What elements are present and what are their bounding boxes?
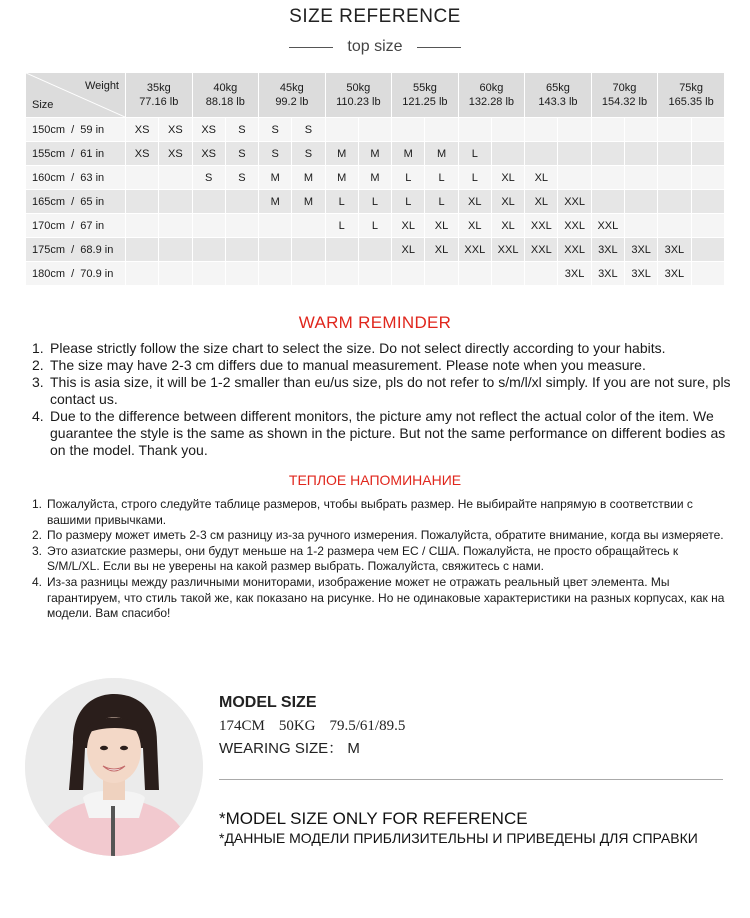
list-number: 1. bbox=[32, 497, 43, 511]
size-cell bbox=[126, 166, 159, 190]
model-measurements: 79.5/61/89.5 bbox=[329, 718, 406, 734]
size-cell bbox=[691, 142, 724, 166]
corner-size-label: Size bbox=[32, 99, 54, 111]
size-cell: S bbox=[259, 142, 292, 166]
size-cell bbox=[624, 166, 657, 190]
size-cell bbox=[658, 214, 691, 238]
size-cell bbox=[624, 214, 657, 238]
size-cell: XL bbox=[392, 238, 425, 262]
size-cell: XL bbox=[425, 214, 458, 238]
size-cell: L bbox=[325, 214, 358, 238]
size-cell bbox=[624, 118, 657, 142]
weight-kg: 60kg bbox=[479, 82, 504, 94]
size-cell bbox=[591, 142, 624, 166]
height-label: 150cm / 59 in bbox=[26, 118, 126, 142]
weight-lb: 88.18 lb bbox=[205, 96, 245, 108]
size-cell bbox=[159, 238, 192, 262]
height-label: 160cm / 63 in bbox=[26, 166, 126, 190]
size-cell: XL bbox=[458, 214, 491, 238]
model-photo bbox=[25, 678, 203, 856]
weight-header-cell bbox=[658, 73, 725, 118]
size-cell: XXL bbox=[458, 238, 491, 262]
weight-lb: 77.16 lb bbox=[139, 96, 179, 108]
list-number: 4. bbox=[32, 408, 44, 424]
size-cell bbox=[658, 118, 691, 142]
size-cell: S bbox=[225, 142, 258, 166]
size-cell bbox=[691, 214, 724, 238]
size-cell: S bbox=[225, 166, 258, 190]
size-cell: XXL bbox=[591, 214, 624, 238]
weight-lb: 154.32 lb bbox=[601, 96, 648, 108]
size-cell: S bbox=[192, 166, 225, 190]
size-cell bbox=[624, 142, 657, 166]
size-cell: 3XL bbox=[558, 262, 591, 286]
table-row bbox=[26, 214, 725, 238]
size-cell bbox=[491, 262, 524, 286]
size-cell bbox=[691, 238, 724, 262]
subtitle-row bbox=[0, 36, 750, 58]
list-text: По размеру может иметь 2-3 см разницу из-за ручного измерения. Пожалуйста, обратите внимание, когда вы измеряете. bbox=[47, 528, 724, 543]
list-text: Из-за разницы между различными мониторами, изображение может не отражать реальный цвет элемента. Мы гарантируем, что стиль такой же, как показано на рисунке. Но не одинаковые характеристики на разных корпусах, как на модели. Вам спасибо! bbox=[47, 574, 725, 621]
ru-reminder-title: ТЕПЛОЕ НАПОМИНАНИЕ bbox=[288, 472, 462, 488]
size-cell: XXL bbox=[558, 238, 591, 262]
size-cell bbox=[358, 262, 391, 286]
weight-kg: 35kg bbox=[146, 82, 171, 94]
size-cell: XXL bbox=[525, 238, 558, 262]
size-cell bbox=[658, 190, 691, 214]
model-height: 174CM bbox=[219, 718, 265, 734]
weight-lb: 143.3 lb bbox=[538, 96, 578, 108]
size-cell: XS bbox=[126, 118, 159, 142]
size-cell bbox=[658, 142, 691, 166]
weight-kg: 70kg bbox=[612, 82, 637, 94]
size-cell bbox=[159, 166, 192, 190]
size-cell bbox=[491, 118, 524, 142]
size-cell: L bbox=[358, 190, 391, 214]
size-cell bbox=[658, 166, 691, 190]
size-chart-table bbox=[25, 72, 725, 286]
model-weight: 50KG bbox=[278, 718, 316, 734]
reference-note-ru: *ДАННЫЕ МОДЕЛИ ПРИБЛИЗИТЕЛЬНЫ И ПРИВЕДЕНЫ ДЛЯ СПРАВКИ bbox=[219, 830, 698, 846]
weight-kg: 45kg bbox=[279, 82, 304, 94]
size-cell: L bbox=[425, 166, 458, 190]
size-cell: XXL bbox=[525, 214, 558, 238]
list-number: 2. bbox=[32, 528, 43, 543]
size-cell: XL bbox=[392, 214, 425, 238]
size-cell bbox=[225, 214, 258, 238]
size-cell bbox=[491, 142, 524, 166]
model-size-heading: MODEL SIZE bbox=[219, 694, 317, 711]
size-cell bbox=[292, 238, 325, 262]
weight-header-cell bbox=[458, 73, 525, 118]
page-title: SIZE REFERENCE bbox=[289, 6, 461, 27]
weight-kg: 40kg bbox=[213, 82, 238, 94]
model-stats bbox=[219, 718, 419, 735]
subtitle: top size bbox=[347, 38, 403, 55]
size-cell: XL bbox=[491, 190, 524, 214]
weight-lb: 99.2 lb bbox=[275, 96, 309, 108]
size-cell bbox=[358, 118, 391, 142]
divider-right bbox=[417, 47, 461, 48]
size-cell: L bbox=[392, 190, 425, 214]
size-cell bbox=[691, 190, 724, 214]
size-cell bbox=[259, 262, 292, 286]
size-cell bbox=[392, 118, 425, 142]
height-label: 175cm / 68.9 in bbox=[26, 238, 126, 262]
size-cell bbox=[392, 262, 425, 286]
size-cell bbox=[325, 118, 358, 142]
weight-kg: 75kg bbox=[679, 82, 704, 94]
size-cell bbox=[425, 262, 458, 286]
size-cell: XS bbox=[159, 142, 192, 166]
size-cell bbox=[691, 262, 724, 286]
list-number: 2. bbox=[32, 357, 44, 373]
size-cell bbox=[591, 118, 624, 142]
ru-reminder-list bbox=[32, 497, 732, 622]
size-cell bbox=[325, 262, 358, 286]
weight-lb: 121.25 lb bbox=[402, 96, 448, 108]
list-number: 4. bbox=[32, 574, 43, 589]
size-cell: XL bbox=[458, 190, 491, 214]
size-cell: S bbox=[292, 142, 325, 166]
size-cell bbox=[159, 262, 192, 286]
height-label: 180cm / 70.9 in bbox=[26, 262, 126, 286]
wearing-size: WEARING SIZE： M bbox=[219, 740, 360, 757]
size-cell: XS bbox=[192, 142, 225, 166]
table-corner-cell bbox=[26, 73, 126, 118]
size-cell bbox=[425, 118, 458, 142]
size-cell: M bbox=[325, 142, 358, 166]
size-cell: M bbox=[292, 190, 325, 214]
size-cell: XL bbox=[525, 166, 558, 190]
weight-header-cell bbox=[525, 73, 592, 118]
size-cell: M bbox=[325, 166, 358, 190]
size-cell: XXL bbox=[558, 214, 591, 238]
size-cell bbox=[458, 262, 491, 286]
weight-header-cell bbox=[392, 73, 459, 118]
list-number: 1. bbox=[32, 340, 44, 356]
size-cell bbox=[558, 118, 591, 142]
list-text: Due to the difference between different monitors, the picture amy not reflect the actual color of the item. We guarantee the style is the same as shown in the picture. But not the same performance on different bodies as on the model. Thank you. bbox=[50, 408, 726, 458]
table-row bbox=[26, 190, 725, 214]
size-cell: 3XL bbox=[624, 262, 657, 286]
size-cell: S bbox=[292, 118, 325, 142]
size-cell bbox=[126, 262, 159, 286]
size-cell bbox=[126, 238, 159, 262]
size-cell bbox=[558, 166, 591, 190]
list-text: Это азиатские размеры, они будут меньше на 1-2 размера чем ЕС / США. Пожалуйста, не просто обращайтесь к S/M/L/XL. Если вы не уверены на какой размер выбрать. Пожалуйста, свяжитесь с нами. bbox=[47, 543, 679, 574]
weight-lb: 165.35 lb bbox=[668, 96, 714, 108]
size-cell: L bbox=[392, 166, 425, 190]
size-cell bbox=[358, 238, 391, 262]
corner-weight-label: Weight bbox=[84, 80, 119, 92]
size-cell: XL bbox=[525, 190, 558, 214]
list-text: This is asia size, it will be 1-2 smaller than eu/us size, pls do not refer to s/m/l/xl simply. If you are not sure, pls contact us. bbox=[50, 374, 731, 407]
warm-reminder-list bbox=[32, 340, 732, 459]
size-cell bbox=[259, 214, 292, 238]
table-row bbox=[26, 142, 725, 166]
size-cell bbox=[525, 118, 558, 142]
size-cell bbox=[225, 262, 258, 286]
size-cell bbox=[159, 190, 192, 214]
size-cell: S bbox=[259, 118, 292, 142]
size-cell bbox=[192, 190, 225, 214]
weight-header-cell bbox=[192, 73, 259, 118]
size-cell: XXL bbox=[558, 190, 591, 214]
size-cell bbox=[691, 118, 724, 142]
size-cell bbox=[525, 262, 558, 286]
table-row bbox=[26, 238, 725, 262]
size-cell bbox=[259, 238, 292, 262]
size-cell: 3XL bbox=[658, 238, 691, 262]
size-cell bbox=[558, 142, 591, 166]
size-cell: XS bbox=[126, 142, 159, 166]
size-cell: XS bbox=[159, 118, 192, 142]
size-cell: 3XL bbox=[658, 262, 691, 286]
weight-kg: 65kg bbox=[546, 82, 570, 94]
list-item bbox=[32, 528, 732, 544]
size-cell bbox=[159, 214, 192, 238]
list-item bbox=[32, 575, 732, 622]
size-cell bbox=[325, 238, 358, 262]
reference-note-en: *MODEL SIZE ONLY FOR REFERENCE bbox=[219, 809, 528, 828]
size-cell bbox=[458, 118, 491, 142]
weight-header-cell bbox=[259, 73, 326, 118]
divider-left bbox=[289, 47, 333, 48]
size-cell bbox=[126, 190, 159, 214]
size-cell: L bbox=[358, 214, 391, 238]
size-cell: 3XL bbox=[591, 238, 624, 262]
size-cell bbox=[691, 166, 724, 190]
size-cell: M bbox=[259, 190, 292, 214]
size-cell: XS bbox=[192, 118, 225, 142]
table-row bbox=[26, 262, 725, 286]
size-cell bbox=[225, 190, 258, 214]
warm-reminder-title: WARM REMINDER bbox=[298, 313, 452, 332]
size-cell: XXL bbox=[491, 238, 524, 262]
weight-header-cell bbox=[325, 73, 392, 118]
height-label: 155cm / 61 in bbox=[26, 142, 126, 166]
list-text: Please strictly follow the size chart to select the size. Do not select directly according to your habits. bbox=[50, 340, 666, 356]
list-number: 3. bbox=[32, 543, 43, 558]
size-cell: 3XL bbox=[591, 262, 624, 286]
size-cell bbox=[624, 190, 657, 214]
weight-header-cell bbox=[126, 73, 193, 118]
size-cell bbox=[225, 238, 258, 262]
size-cell bbox=[292, 214, 325, 238]
size-cell bbox=[192, 238, 225, 262]
size-cell: XL bbox=[491, 166, 524, 190]
weight-lb: 110.23 lb bbox=[336, 96, 381, 108]
size-cell: M bbox=[358, 166, 391, 190]
weight-kg: 50kg bbox=[346, 82, 371, 94]
size-cell: L bbox=[458, 142, 491, 166]
list-item bbox=[32, 357, 732, 374]
list-item bbox=[32, 374, 732, 408]
size-cell: XL bbox=[491, 214, 524, 238]
list-number: 3. bbox=[32, 374, 44, 390]
list-item bbox=[32, 497, 732, 528]
table-row bbox=[26, 166, 725, 190]
size-cell bbox=[591, 190, 624, 214]
size-cell bbox=[192, 214, 225, 238]
list-item bbox=[32, 408, 732, 459]
weight-lb: 132.28 lb bbox=[468, 96, 515, 108]
weight-header-cell bbox=[591, 73, 658, 118]
model-divider bbox=[219, 779, 723, 780]
table-row bbox=[26, 118, 725, 142]
size-cell: L bbox=[325, 190, 358, 214]
list-text: The size may have 2-3 cm differs due to manual measurement. Please note when you measure. bbox=[50, 357, 646, 373]
size-cell: S bbox=[225, 118, 258, 142]
size-cell: 3XL bbox=[624, 238, 657, 262]
size-cell: M bbox=[425, 142, 458, 166]
size-cell bbox=[591, 166, 624, 190]
height-label: 170cm / 67 in bbox=[26, 214, 126, 238]
model-portrait-illustration bbox=[25, 678, 203, 856]
size-cell: L bbox=[458, 166, 491, 190]
size-cell: M bbox=[292, 166, 325, 190]
size-cell: XL bbox=[425, 238, 458, 262]
size-cell bbox=[292, 262, 325, 286]
height-label: 165cm / 65 in bbox=[26, 190, 126, 214]
size-cell bbox=[126, 214, 159, 238]
size-cell: L bbox=[425, 190, 458, 214]
size-cell: M bbox=[259, 166, 292, 190]
list-item bbox=[32, 340, 732, 357]
size-cell bbox=[192, 262, 225, 286]
list-text: Пожалуйста, строго следуйте таблице размеров, чтобы выбрать размер. Не выбирайте напрямую в соответствии с вашими привычками. bbox=[47, 497, 693, 527]
size-cell: M bbox=[392, 142, 425, 166]
weight-kg: 55kg bbox=[412, 82, 437, 94]
table-header-row bbox=[26, 73, 725, 118]
size-cell: M bbox=[358, 142, 391, 166]
size-cell bbox=[525, 142, 558, 166]
list-item bbox=[32, 544, 732, 575]
